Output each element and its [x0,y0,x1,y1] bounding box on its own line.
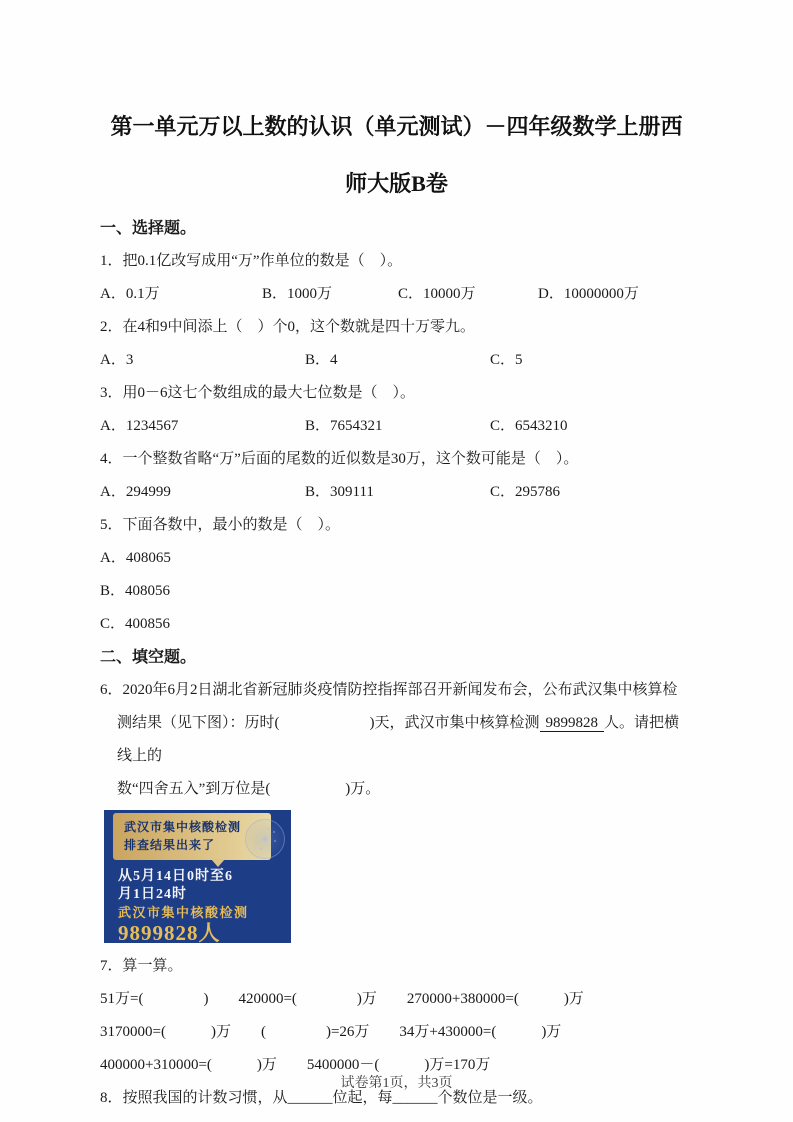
option: B．1000万 [262,286,333,302]
infographic-caption: 武汉市集中核酸检测 [118,905,249,920]
question-2-stem: 2．在4和9中间添上（ ）个0，这个数就是四十万零九。 [100,319,476,335]
option: B．7654321 [305,418,383,434]
banner-line2: 排查结果出来了 [124,838,216,852]
section-heading-fill: 二、填空题。 [100,649,197,666]
option: A．3 [100,352,134,368]
question-4-options [100,476,693,509]
question-5-option-b: B．408056 [100,583,171,599]
page-title-line2: 师大版B卷 [345,171,448,196]
page-title [100,0,693,212]
infographic-body [118,868,249,943]
question-6-line2 [100,707,693,773]
question-3-options [100,410,693,443]
page-footer: 试卷第1页，共3页 [340,1076,453,1091]
question-8-stem: 8．按照我国的计数习惯，从______位起，每______个数位是一级。 [100,1090,543,1106]
option: B．309111 [305,484,374,500]
option: C．6543210 [490,418,568,434]
question-5-stem: 5．下面各数中，最小的数是（ ）。 [100,517,341,533]
option: A．0.1万 [100,286,160,302]
infographic-date-line1: 从5月14日0时至6 [118,869,233,884]
question-6-line1: 6．2020年6月2日湖北省新冠肺炎疫情防控指挥部召开新闻发布会，公布武汉集中核算检 [100,682,678,698]
section-heading-choice: 一、选择题。 [100,220,197,237]
question-5-option-a: A．408065 [100,550,171,566]
question-1-stem: 1．把0.1亿改写成用“万”作单位的数是（ ）。 [100,253,403,269]
option: A．294999 [100,484,171,500]
question-4-stem: 4．一个整数省略“万”后面的尾数的近似数是30万，这个数可能是（ ）。 [100,451,579,467]
question-6-line2-pre: 测结果（见下图）：历时( )天，武汉市集中核算检测 [117,715,540,731]
virus-icon [245,819,285,859]
infographic-date-line2: 月1日24时 [118,887,187,902]
option: C．5 [490,352,523,368]
question-7-calc-line3: 400000+310000=( )万 5400000－( )万=170万 [100,1057,491,1073]
banner-line1: 武汉市集中核酸检测 [124,820,242,834]
question-5-option-c: C．400856 [100,616,171,632]
option: B．4 [305,352,338,368]
question-2-options [100,344,693,377]
question-6-line3: 数“四舍五入”到万位是( )万。 [117,781,381,797]
question-1-options [100,278,693,311]
infographic-count: 9899828人 [118,921,221,943]
question-6-line2-post: 人。请把横线上的 [117,715,680,764]
option: A．1234567 [100,418,179,434]
question-3-stem: 3．用0－6这七个数组成的最大七位数是（ ）。 [100,385,416,401]
question-7-stem: 7．算一算。 [100,958,183,974]
question-7-calc-line2: 3170000=( )万 ( )=26万 34万+430000=( )万 [100,1024,562,1040]
page-title-line1: 第一单元万以上数的认识（单元测试）－四年级数学上册西 [110,114,683,139]
option: C．10000万 [398,286,476,302]
question-7-calc-line1: 51万=( ) 420000=( )万 270000+380000=( )万 [100,991,584,1007]
option: C．295786 [490,484,561,500]
underlined-number: 9899828 [540,715,605,732]
nucleic-test-infographic [104,810,291,943]
option: D．10000000万 [538,286,639,302]
